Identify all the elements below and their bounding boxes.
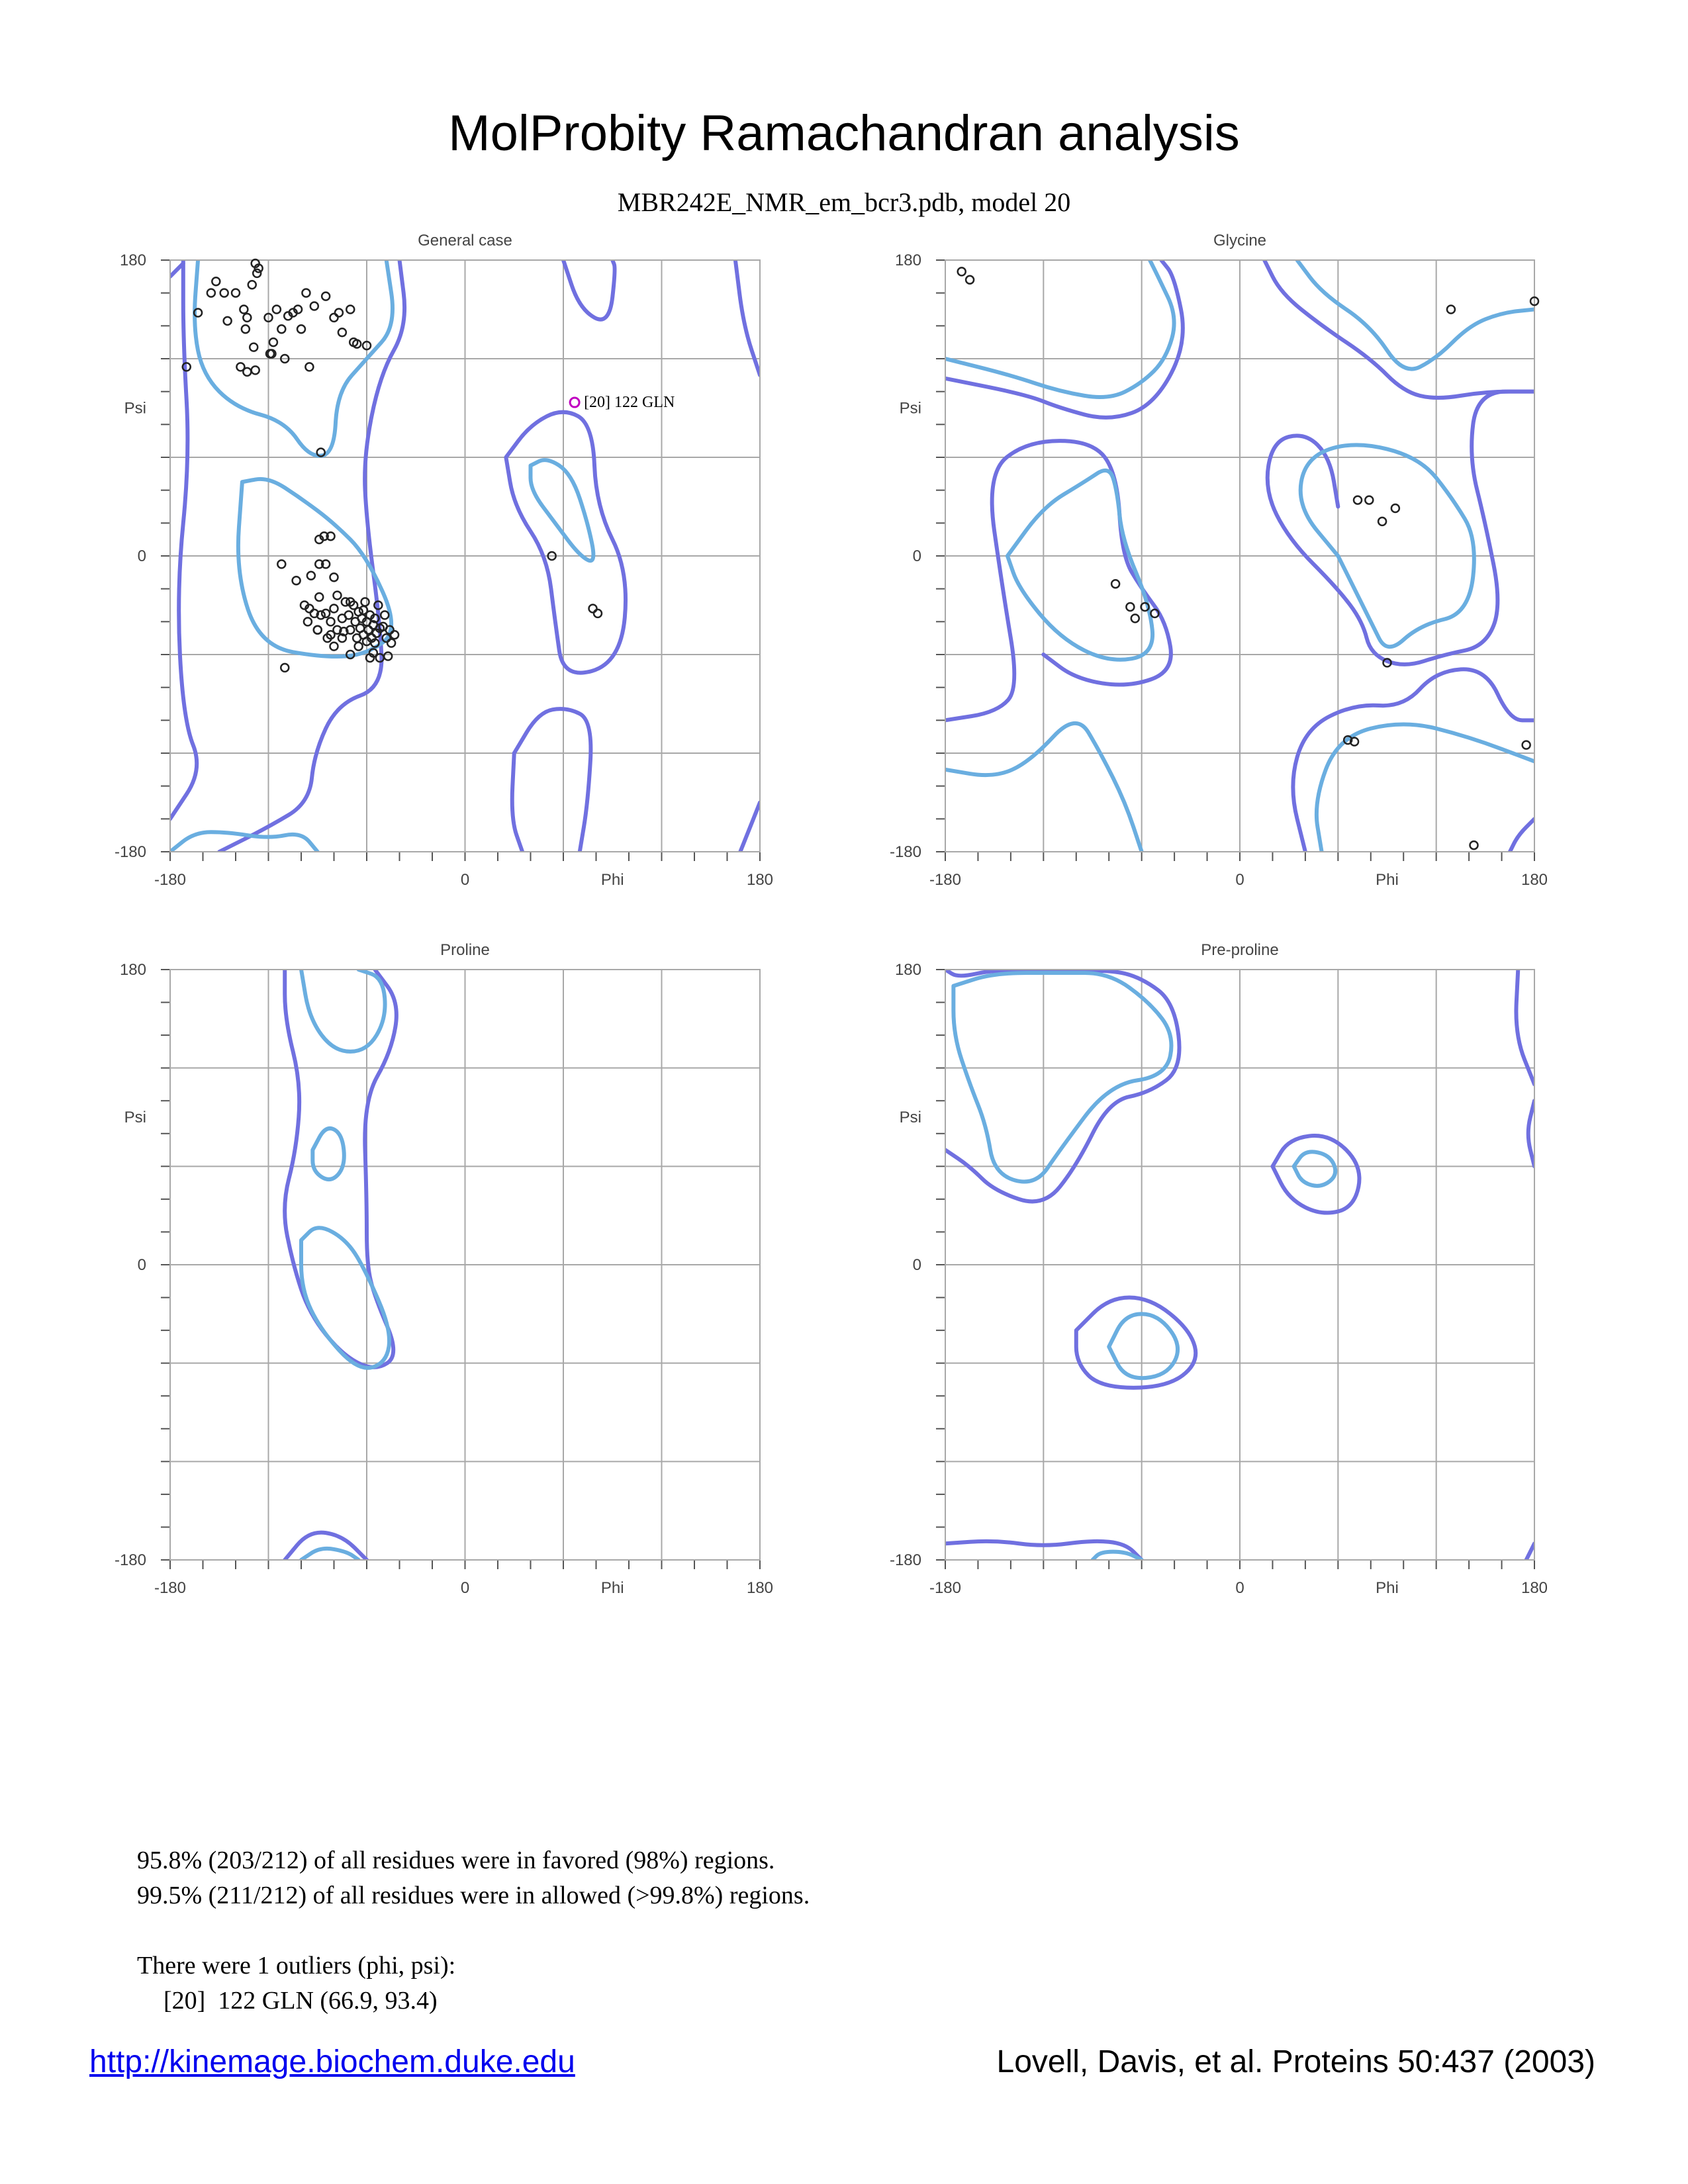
x-tick-label: 180 [746,1579,774,1597]
allowed-contour [1526,1543,1534,1560]
data-point [273,306,281,314]
favored-contour [301,970,385,1052]
data-point [207,289,215,297]
data-point [1447,306,1455,314]
data-point [335,308,343,316]
data-point [364,626,372,634]
x-tick-label: 0 [460,1579,470,1597]
kinemage-link[interactable]: http://kinemage.biochem.duke.edu [89,2044,575,2079]
allowed-contour [512,753,522,852]
x-axis-label: Phi [1376,1579,1399,1597]
data-point [330,314,338,322]
y-tick-label: 180 [119,961,146,979]
y-tick-label: -180 [114,1551,146,1569]
data-point [346,306,354,314]
data-point [333,592,341,600]
data-point [1365,496,1373,504]
y-axis-label: Psi [124,1109,146,1126]
x-tick-label: 0 [1235,871,1244,889]
outlier-item: [20] 122 GLN (66.9, 93.4) [164,1987,438,2015]
data-point [224,317,232,325]
favored-contour [953,973,1171,1182]
allowed-contour [170,260,197,819]
x-tick-label: -180 [929,871,962,889]
panel-3 [115,941,773,1597]
data-point [253,269,261,277]
favored-contour [1297,260,1534,369]
y-axis-label: Psi [124,399,146,418]
data-point [384,652,392,660]
x-axis-label: Phi [600,871,624,889]
favored-contour [1109,1314,1178,1378]
data-point [381,611,389,619]
allowed-contour [1516,970,1534,1084]
y-tick-label: 0 [137,1256,146,1274]
allowed-contour [1268,392,1534,664]
y-tick-label: -180 [889,1551,921,1569]
data-point [314,626,322,634]
data-point [361,598,369,606]
allowed-summary: 99.5% (211/212) of all residues were in allowed (>99.8%) regions. [137,1882,810,1909]
data-point [243,368,251,376]
data-point [330,573,338,581]
allowed-contour [1272,1136,1359,1213]
y-tick-label: -180 [889,843,921,861]
data-point [243,314,251,322]
x-axis-label: Phi [1376,871,1399,889]
page-subtitle: MBR242E_NMR_em_bcr3.pdb, model 20 [617,187,1071,217]
data-point [1126,603,1134,611]
data-point [305,363,313,371]
favored-contour [312,1128,344,1179]
panel-title: Glycine [1213,232,1267,250]
outliers-header: There were 1 outliers (phi, psi): [137,1952,456,1979]
y-tick-label: 0 [912,1256,921,1274]
y-tick-label: -180 [114,843,146,861]
data-point [293,576,301,584]
data-point [277,560,285,568]
data-point [240,306,248,314]
data-point [250,343,258,351]
allowed-contour [506,412,626,673]
favored-contour [301,1228,389,1368]
favored-contour [238,479,391,657]
x-tick-label: 180 [1521,871,1548,889]
x-tick-label: -180 [929,1579,962,1597]
favored-contour [945,260,1174,397]
data-point [232,289,240,297]
panel-4 [890,941,1548,1597]
data-point [330,604,338,612]
x-tick-label: 180 [1521,1579,1548,1597]
y-tick-label: 180 [119,251,146,269]
data-point [252,366,259,374]
outlier-label: [20] 122 GLN [584,394,675,412]
data-point [297,325,305,333]
data-point [277,325,285,333]
x-tick-label: 180 [746,871,774,889]
data-point [322,293,330,300]
favored-contour [301,1549,359,1560]
allowed-contour [740,803,760,852]
allowed-contour [563,260,615,320]
data-point [307,572,315,580]
x-tick-label: -180 [154,871,187,889]
allowed-contour [1264,260,1534,398]
allowed-contour [1528,1101,1534,1166]
panel-title: Pre-proline [1201,941,1279,959]
x-tick-label: 0 [460,871,470,889]
data-point [242,325,250,333]
data-point [345,611,353,619]
panel-1 [115,232,773,889]
data-point [302,289,310,297]
y-tick-label: 180 [894,251,921,269]
x-tick-label: 0 [1235,1579,1244,1597]
data-point [327,617,335,625]
y-tick-label: 0 [912,547,921,565]
data-point [594,610,602,617]
y-tick-label: 180 [894,961,921,979]
data-point [220,289,228,297]
favored-contour [1294,1152,1336,1185]
data-point [315,593,323,601]
data-point [310,302,318,310]
allowed-contour [1510,819,1534,852]
data-point [1523,741,1530,749]
data-point [304,617,312,625]
data-point [1378,518,1386,525]
page-title: MolProbity Ramachandran analysis [448,105,1240,161]
data-point [391,631,399,639]
allowed-contour [945,441,1171,720]
data-point [338,328,346,336]
data-point [966,276,974,284]
x-axis-label: Phi [600,1579,624,1597]
allowed-contour [945,260,1183,418]
data-point [281,664,289,672]
data-point [355,643,363,651]
data-point [1131,614,1139,622]
data-point [1354,496,1362,504]
data-point [1470,841,1478,849]
outlier-point [570,398,579,407]
data-point [958,267,966,275]
panel-title: General case [418,232,512,250]
data-point [248,281,256,289]
allowed-contour [514,709,591,852]
panel-title: Proline [440,941,490,959]
summary-block [137,1843,810,2019]
x-tick-label: -180 [154,1579,187,1597]
data-point [212,277,220,285]
favored-contour [170,832,318,852]
y-axis-label: Psi [899,1109,921,1126]
data-point [1391,504,1399,512]
data-point [589,604,597,612]
panel-2 [890,232,1548,889]
favored-contour [1008,471,1152,660]
favored-summary: 95.8% (203/212) of all residues were in favored (98%) regions. [137,1846,775,1874]
citation: Lovell, Davis, et al. Proteins 50:437 (2003) [996,2044,1595,2079]
data-point [269,338,277,346]
data-point [1111,580,1119,588]
y-tick-label: 0 [137,547,146,565]
allowed-contour [735,260,760,375]
data-point [330,643,338,651]
data-point [322,610,330,617]
y-axis-label: Psi [899,399,921,418]
favored-contour [1301,445,1474,647]
data-point [387,639,395,647]
